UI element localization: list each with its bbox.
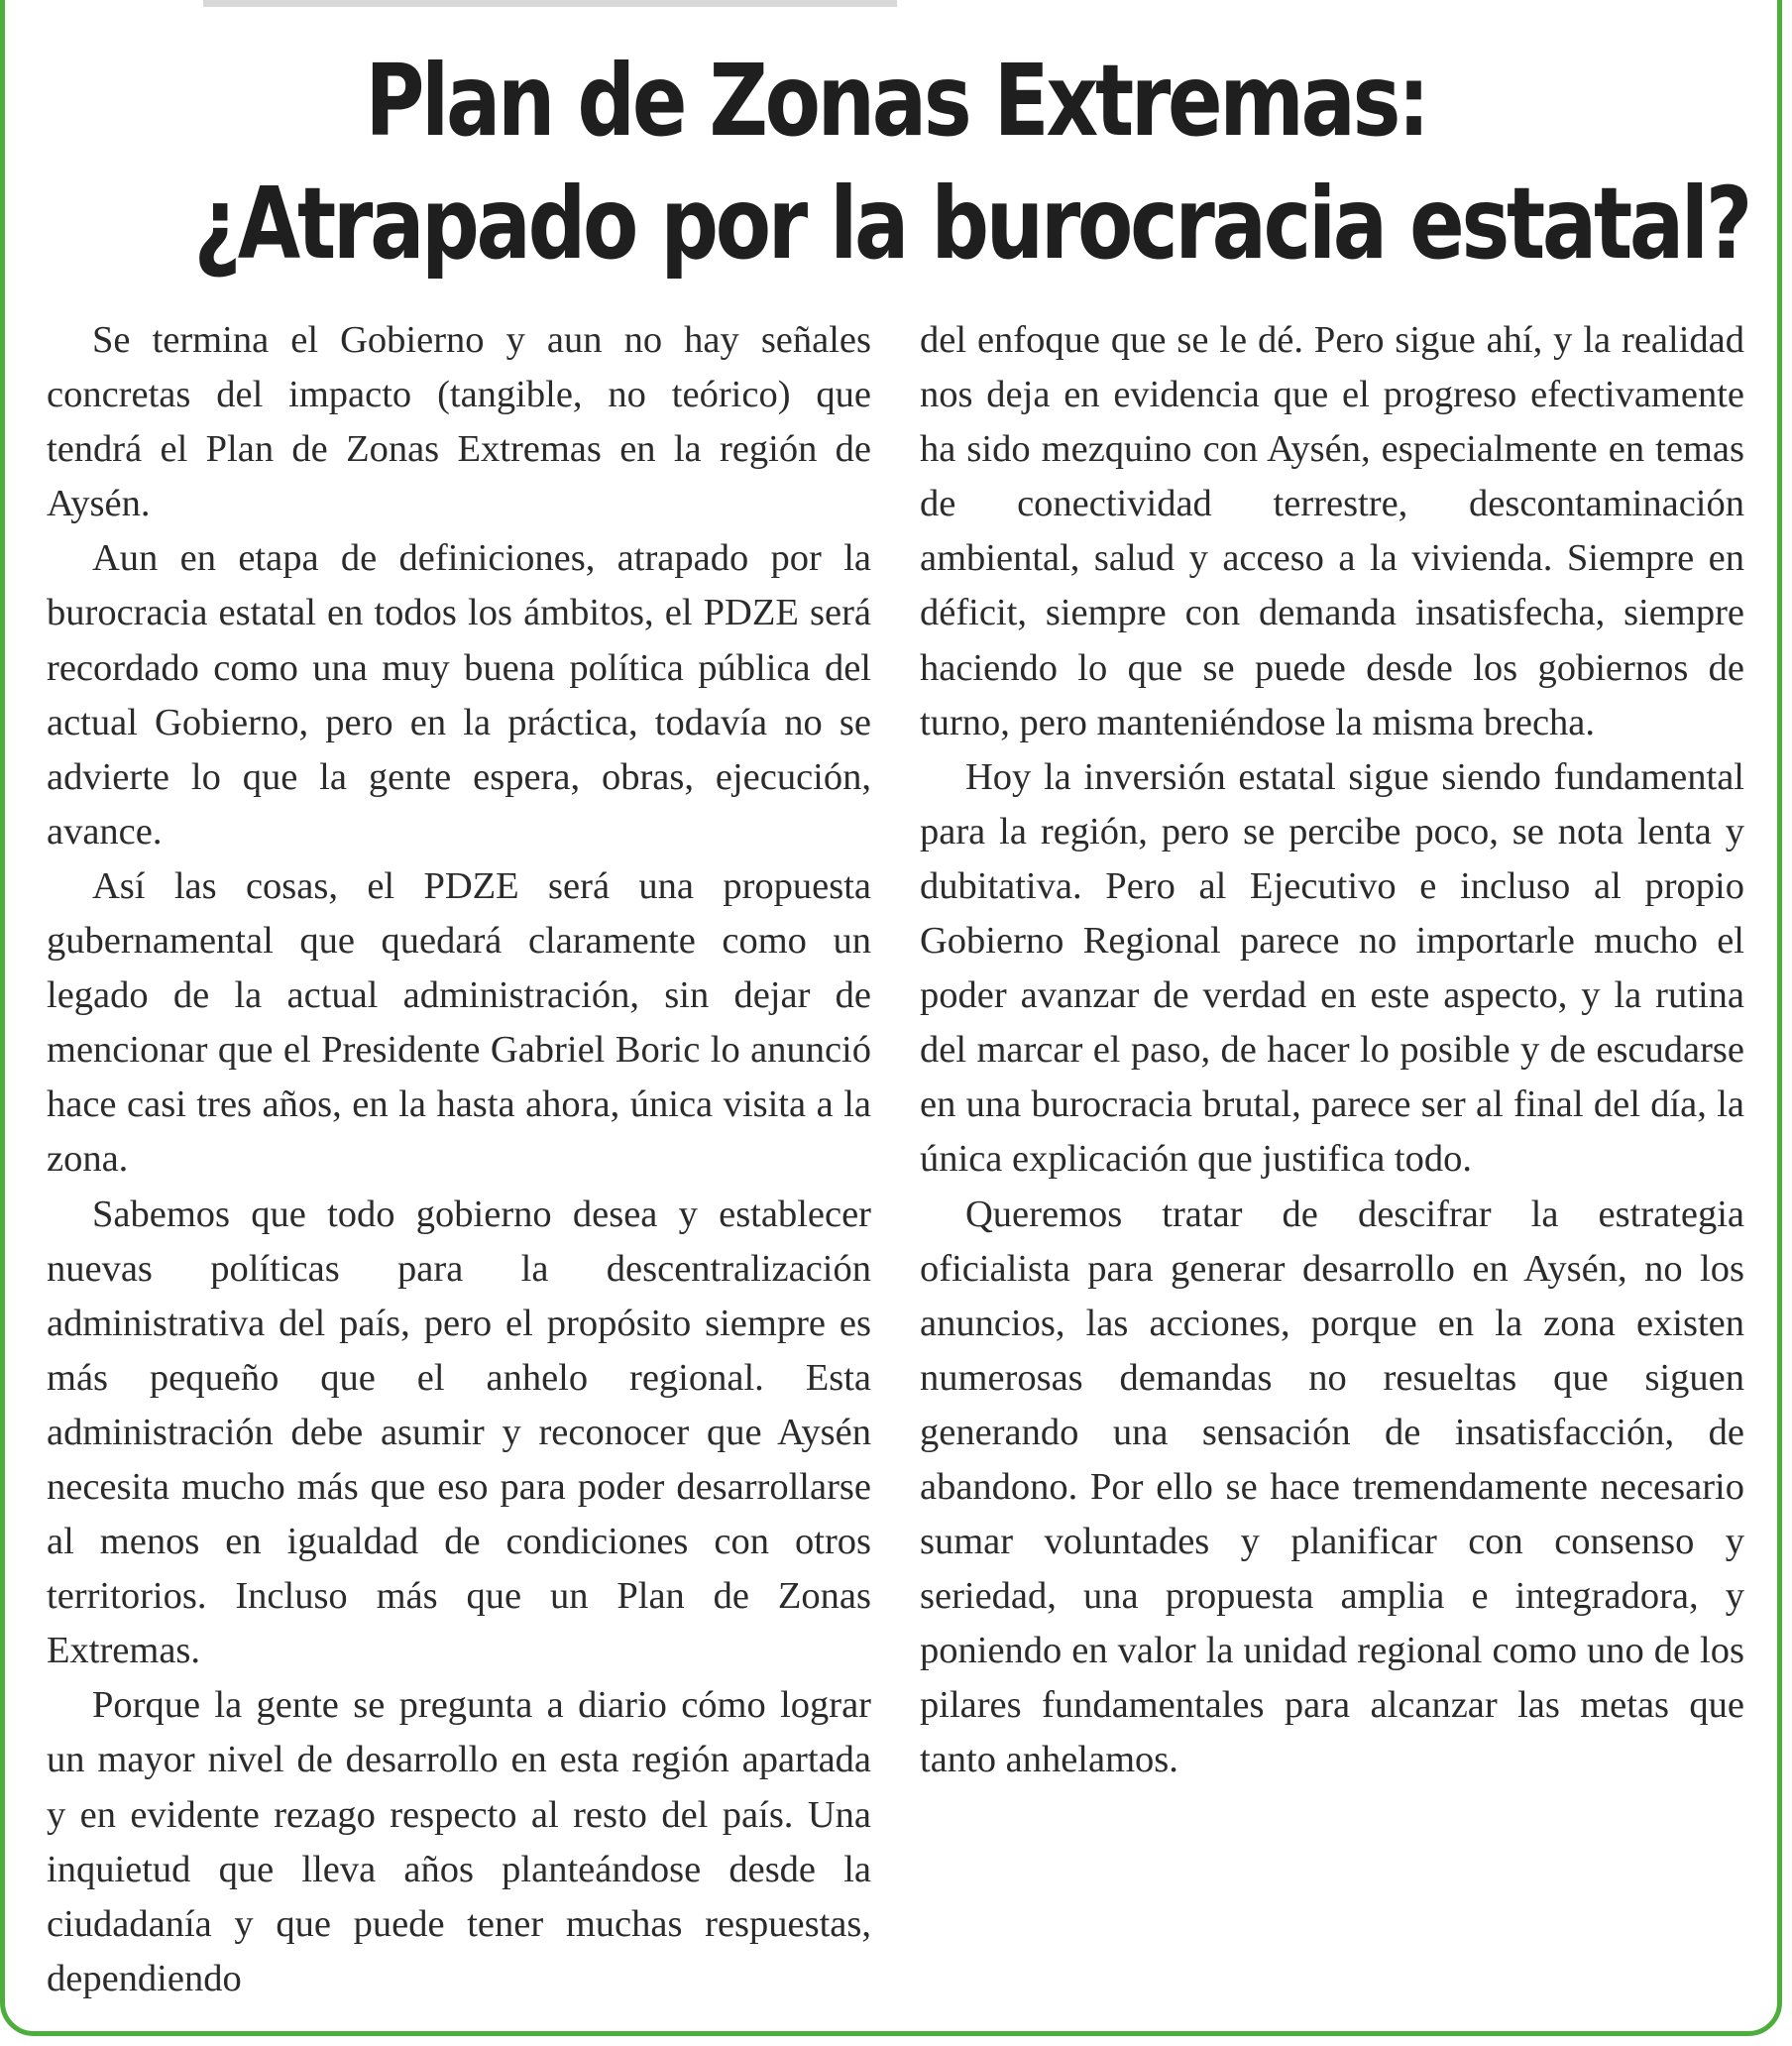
paragraph: Así las cosas, el PDZE será una propuesta gubernamental que quedará claramente como un legado de la actual administración, sin dejar de mencionar que el Presidente Gabriel Boric lo anunció hace casi tres años, en la hasta ahora, única visita a la zona. (47, 864, 871, 1181)
article-body (47, 313, 1744, 2018)
headline-line-1: Plan de Zonas Extremas: (365, 43, 1427, 159)
paragraph: Hoy la inversión estatal sigue siendo fundamental para la región, pero se percibe poco, se nota lenta y dubitativa. Pero al Ejecutivo e incluso al propio Gobierno Regional parece no importarle mucho el poder avanzar de verdad en este aspecto, y la rutina del marcar el paso, de hacer lo posible y de escudarse en una burocracia brutal, parece ser al final del día, la única explicación que justifica todo. (920, 755, 1744, 1181)
cropped-header-strip (203, 0, 897, 7)
paragraph: Porque la gente se pregunta a diario cómo lograr un mayor nivel de desarrollo en esta región apartada y en evidente rezago respecto al resto del país. Una inquietud que lleva años planteándose desde la ciudadanía y que puede tener muchas respuestas, dependiendo (47, 1684, 871, 1999)
paragraph-continued: del enfoque que se le dé. Pero sigue ahí, y la realidad nos deja en evidencia que el progreso efectivamente ha sido mezquino con Aysén, especialmente en temas de conectividad terrestre, descontaminación ambiental, salud y acceso a la vivienda. Siempre en déficit, siempre con demanda insatisfecha, siempre haciendo lo que se puede desde los gobiernos de turno, pero manteniéndose la misma brecha. (920, 319, 1744, 743)
paragraph: Queremos tratar de descifrar la estrategia oficialista para generar desarrollo en Aysén, no los anuncios, las acciones, porque en la zona existen numerosas demandas no resueltas que siguen generando una sensación de insatisfacción, de abandono. Por ello se hace tremendamente necesario sumar voluntades y planificar con consenso y seriedad, una propuesta amplia e integradora, y poniendo en valor la unidad regional como uno de los pilares fundamentales para alcanzar las metas que tanto anhelamos. (920, 1193, 1744, 1781)
paragraph: Aun en etapa de definiciones, atrapado por la burocracia estatal en todos los ámbitos, el PDZE será recordado como una muy buena política pública del actual Gobierno, pero en la práctica, todavía no se advierte lo que la gente espera, obras, ejecución, avance. (47, 537, 871, 852)
column-right (920, 313, 1744, 2018)
column-left (47, 313, 871, 2018)
paragraph: Sabemos que todo gobierno desea y establecer nuevas políticas para la descentralización administrativa del país, pero el propósito siempre es más pequeño que el anhelo regional. Esta administración debe asumir y reconocer que Aysén necesita mucho más que eso para poder desarrollarse al menos en igualdad de condiciones con otros territorios. Incluso más que un Plan de Zonas Extremas. (47, 1193, 871, 1672)
article-headline (193, 40, 1750, 285)
paragraph: Se termina el Gobierno y aun no hay señales concretas del impacto (tangible, no teórico) que tendrá el Plan de Zonas Extremas en la región de Aysén. (47, 319, 871, 525)
headline-line-2: ¿Atrapado por la burocracia estatal? (193, 166, 1750, 282)
